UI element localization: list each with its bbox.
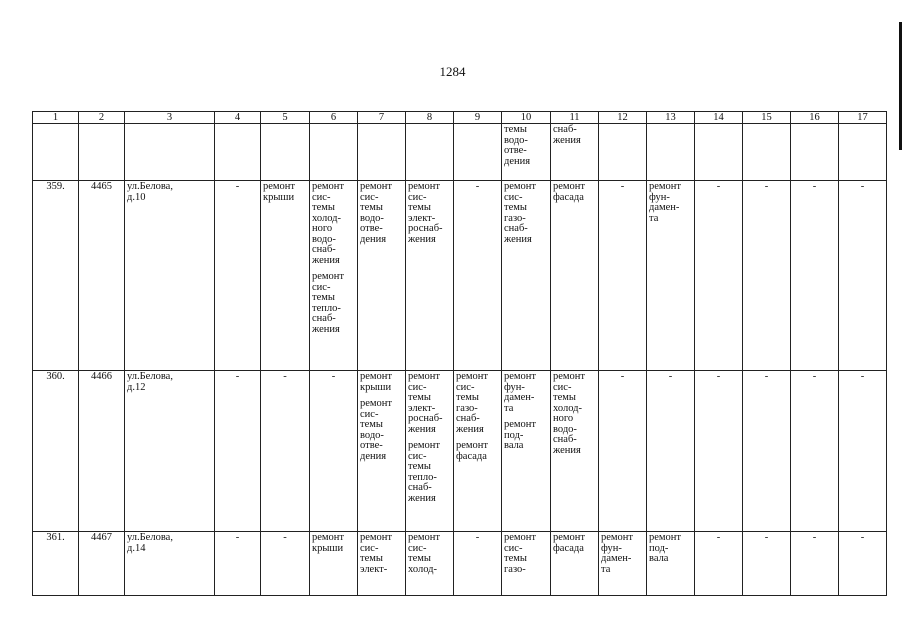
header-row: [33, 112, 887, 124]
work-item: [456, 441, 499, 462]
work-line: под-: [649, 542, 669, 554]
work-cell-col14: -: [695, 532, 743, 596]
work-line: снаб-: [553, 434, 577, 445]
work-line: снаб-: [408, 482, 432, 493]
work-line: снаб-: [312, 244, 336, 255]
work-line: жения: [456, 423, 484, 435]
column-number-13: 13: [647, 112, 695, 124]
column-number-14: 14: [695, 112, 743, 124]
work-line: крыши: [312, 542, 344, 554]
work-cell-col11: [551, 181, 599, 371]
address: [125, 371, 215, 532]
work-line: темы: [408, 461, 431, 472]
work-line: ремонт: [312, 532, 345, 543]
column-number-16: 16: [791, 112, 839, 124]
work-item: [408, 372, 451, 435]
work-line: фасада: [456, 450, 487, 462]
work-item: [408, 441, 451, 504]
work-line: газо-: [504, 563, 526, 575]
work-line: ремонт: [408, 371, 441, 382]
cont-cell-2: [79, 124, 125, 181]
work-line: ремонт: [312, 181, 345, 192]
work-line: водо-: [360, 212, 384, 224]
address-line: д.14: [127, 542, 146, 554]
work-item: [360, 372, 403, 393]
work-line: ремонт: [553, 371, 586, 382]
work-cell-col12: [599, 532, 647, 596]
work-cell-col8: [406, 181, 454, 371]
work-line: газо-: [504, 212, 526, 224]
cont-line: жения: [553, 134, 581, 146]
work-line: отве-: [360, 223, 383, 234]
column-number-3: 3: [125, 112, 215, 124]
work-line: темы: [312, 202, 335, 213]
work-line: темы: [360, 419, 383, 430]
work-line: дамен-: [504, 392, 535, 403]
work-line: дамен-: [649, 202, 680, 213]
work-item: [504, 372, 548, 414]
work-line: элект-: [360, 563, 388, 575]
work-cell-col7: [358, 371, 406, 532]
work-cell-col6: [310, 181, 358, 371]
work-line: ного: [312, 223, 333, 234]
work-cell-col5: -: [261, 371, 310, 532]
work-line: дения: [360, 450, 387, 462]
work-line: темы: [360, 202, 383, 213]
work-item: [553, 182, 596, 203]
work-line: темы: [456, 392, 479, 403]
work-cell-col13: -: [647, 371, 695, 532]
work-line: ремонт: [360, 398, 393, 409]
work-line: темы: [553, 392, 576, 403]
work-line: сис-: [456, 381, 475, 393]
work-line: ремонт: [263, 181, 296, 192]
work-line: отве-: [360, 440, 383, 451]
work-line: та: [649, 212, 659, 224]
work-line: сис-: [553, 381, 572, 393]
cont-line: водо-: [504, 134, 528, 146]
registry-number: 4466: [79, 371, 125, 532]
work-item: [360, 182, 403, 245]
address-line: д.10: [127, 191, 146, 203]
work-cell-col4: -: [215, 371, 261, 532]
column-number-12: 12: [599, 112, 647, 124]
work-line: темы: [408, 392, 431, 403]
work-cell-col4: -: [215, 532, 261, 596]
work-line: ремонт: [456, 371, 489, 382]
cont-cell-8: [406, 124, 454, 181]
work-line: крыши: [360, 381, 392, 393]
work-line: снаб-: [504, 223, 528, 234]
work-cell-col9: -: [454, 532, 502, 596]
address: [125, 532, 215, 596]
work-line: темы: [504, 202, 527, 213]
work-line: та: [504, 402, 514, 414]
work-cell-col8: [406, 532, 454, 596]
work-cell-col5: [261, 181, 310, 371]
work-line: фасада: [553, 191, 584, 203]
work-item: [360, 399, 403, 462]
work-cell-col16: -: [791, 532, 839, 596]
work-line: роснаб-: [408, 223, 443, 234]
column-number-7: 7: [358, 112, 406, 124]
cont-cell-9: [454, 124, 502, 181]
work-cell-col17: -: [839, 181, 887, 371]
work-line: сис-: [360, 408, 379, 420]
work-line: ремонт: [649, 532, 682, 543]
work-cell-col9: -: [454, 181, 502, 371]
column-number-2: 2: [79, 112, 125, 124]
work-line: ремонт: [408, 532, 441, 543]
column-number-17: 17: [839, 112, 887, 124]
registry-number: 4467: [79, 532, 125, 596]
work-line: фасада: [553, 542, 584, 554]
work-line: ного: [553, 413, 574, 424]
cont-cell-10: [502, 124, 551, 181]
work-item: [312, 533, 355, 554]
work-line: сис-: [360, 542, 379, 554]
row-number: 360.: [33, 371, 79, 532]
work-line: фун-: [504, 381, 525, 393]
cont-cell-6: [310, 124, 358, 181]
cont-cell-17: [839, 124, 887, 181]
work-item: [649, 182, 692, 224]
work-cell-col9: [454, 371, 502, 532]
work-line: фун-: [649, 191, 670, 203]
column-number-4: 4: [215, 112, 261, 124]
work-cell-col16: -: [791, 371, 839, 532]
work-line: жения: [553, 444, 581, 456]
work-line: жения: [408, 492, 436, 504]
work-line: крыши: [263, 191, 295, 203]
work-cell-col11: [551, 532, 599, 596]
work-line: роснаб-: [408, 413, 443, 424]
column-number-9: 9: [454, 112, 502, 124]
work-cell-col15: -: [743, 181, 791, 371]
work-cell-col12: -: [599, 181, 647, 371]
work-item: [456, 372, 499, 435]
work-cell-col15: -: [743, 532, 791, 596]
work-line: вала: [649, 553, 669, 564]
work-line: сис-: [312, 281, 331, 293]
work-line: ремонт: [504, 532, 537, 543]
work-line: фун-: [601, 542, 622, 554]
table-row: [33, 532, 887, 596]
work-line: снаб-: [312, 313, 336, 324]
work-line: сис-: [504, 542, 523, 554]
work-cell-col16: -: [791, 181, 839, 371]
work-item: [504, 420, 548, 452]
cont-cell-13: [647, 124, 695, 181]
work-line: темы: [408, 202, 431, 213]
cont-cell-7: [358, 124, 406, 181]
work-line: жения: [312, 323, 340, 335]
work-line: темы: [312, 292, 335, 303]
work-line: элект-: [408, 402, 436, 414]
registry-number: 4465: [79, 181, 125, 371]
work-item: [408, 182, 451, 245]
work-cell-col17: -: [839, 532, 887, 596]
work-cell-col8: [406, 371, 454, 532]
work-cell-col6: [310, 532, 358, 596]
work-cell-col11: [551, 371, 599, 532]
work-line: тепло-: [408, 471, 437, 483]
work-line: ремонт: [553, 181, 586, 192]
work-line: темы: [360, 553, 383, 564]
work-line: ремонт: [360, 371, 393, 382]
work-line: жения: [408, 423, 436, 435]
table-row: [33, 371, 887, 532]
work-line: ремонт: [360, 181, 393, 192]
work-cell-col17: -: [839, 371, 887, 532]
work-line: дамен-: [601, 553, 632, 564]
cont-line: снаб-: [553, 124, 577, 135]
address-line: ул.Белова,: [127, 532, 173, 543]
work-item: [504, 533, 548, 575]
work-cell-col10: [502, 181, 551, 371]
work-line: вала: [504, 440, 524, 451]
work-item: [312, 182, 355, 266]
work-line: ремонт: [649, 181, 682, 192]
work-line: сис-: [360, 191, 379, 203]
work-line: дения: [360, 233, 387, 245]
work-line: ремонт: [408, 181, 441, 192]
work-line: сис-: [408, 542, 427, 554]
work-cell-col10: [502, 532, 551, 596]
work-line: ремонт: [408, 440, 441, 451]
column-number-6: 6: [310, 112, 358, 124]
column-number-10: 10: [502, 112, 551, 124]
column-number-15: 15: [743, 112, 791, 124]
work-item: [360, 533, 403, 575]
work-line: под-: [504, 429, 524, 441]
cont-cell-16: [791, 124, 839, 181]
column-number-8: 8: [406, 112, 454, 124]
address-line: д.12: [127, 381, 146, 393]
work-line: сис-: [408, 450, 427, 462]
work-item: [553, 372, 596, 456]
work-line: жения: [408, 233, 436, 245]
work-line: сис-: [312, 191, 331, 203]
address-line: ул.Белова,: [127, 181, 173, 192]
work-line: холод-: [408, 563, 437, 575]
work-line: сис-: [408, 191, 427, 203]
work-line: водо-: [553, 423, 577, 435]
work-cell-col15: -: [743, 371, 791, 532]
cont-cell-15: [743, 124, 791, 181]
work-line: ремонт: [504, 181, 537, 192]
address-line: ул.Белова,: [127, 371, 173, 382]
work-cell-col6: -: [310, 371, 358, 532]
cont-cell-12: [599, 124, 647, 181]
work-cell-col10: [502, 371, 551, 532]
work-line: темы: [504, 553, 527, 564]
cont-cell-14: [695, 124, 743, 181]
address: [125, 181, 215, 371]
work-line: ремонт: [360, 532, 393, 543]
column-number-11: 11: [551, 112, 599, 124]
work-line: элект-: [408, 212, 436, 224]
work-line: сис-: [408, 381, 427, 393]
work-line: жения: [312, 254, 340, 266]
work-item: [504, 182, 548, 245]
work-cell-col5: -: [261, 532, 310, 596]
cont-line: темы: [504, 124, 527, 135]
work-cell-col7: [358, 532, 406, 596]
work-line: та: [601, 563, 611, 575]
cont-cell-5: [261, 124, 310, 181]
column-number-5: 5: [261, 112, 310, 124]
work-line: водо-: [312, 233, 336, 245]
work-cell-col12: -: [599, 371, 647, 532]
continuation-row: [33, 124, 887, 181]
work-item: [649, 533, 692, 565]
row-number: 359.: [33, 181, 79, 371]
work-item: [312, 272, 355, 335]
work-item: [553, 533, 596, 554]
work-cell-col14: -: [695, 181, 743, 371]
cont-cell-1: [33, 124, 79, 181]
work-cell-col13: [647, 532, 695, 596]
row-number: 361.: [33, 532, 79, 596]
work-line: газо-: [456, 402, 478, 414]
cont-cell-11: [551, 124, 599, 181]
cont-cell-4: [215, 124, 261, 181]
work-line: ремонт: [601, 532, 634, 543]
work-line: ремонт: [504, 371, 537, 382]
work-cell-col13: [647, 181, 695, 371]
work-line: ремонт: [312, 271, 345, 282]
cont-cell-3: [125, 124, 215, 181]
work-line: сис-: [504, 191, 523, 203]
work-line: холод-: [312, 212, 341, 224]
repair-schedule-table: [32, 111, 887, 596]
work-item: [601, 533, 644, 575]
scan-edge-bar: [899, 22, 902, 150]
work-line: водо-: [360, 429, 384, 441]
cont-line: отве-: [504, 145, 527, 156]
work-line: темы: [408, 553, 431, 564]
work-line: снаб-: [456, 413, 480, 424]
work-line: холод-: [553, 402, 582, 414]
work-cell-col7: [358, 181, 406, 371]
work-cell-col14: -: [695, 371, 743, 532]
work-line: ремонт: [553, 532, 586, 543]
work-cell-col4: -: [215, 181, 261, 371]
work-item: [408, 533, 451, 575]
cont-line: дения: [504, 155, 531, 167]
work-item: [263, 182, 307, 203]
work-line: ремонт: [504, 419, 537, 430]
work-line: жения: [504, 233, 532, 245]
work-line: тепло-: [312, 302, 341, 314]
column-number-1: 1: [33, 112, 79, 124]
page-number: 1284: [439, 64, 466, 79]
table-row: [33, 181, 887, 371]
work-line: ремонт: [456, 440, 489, 451]
